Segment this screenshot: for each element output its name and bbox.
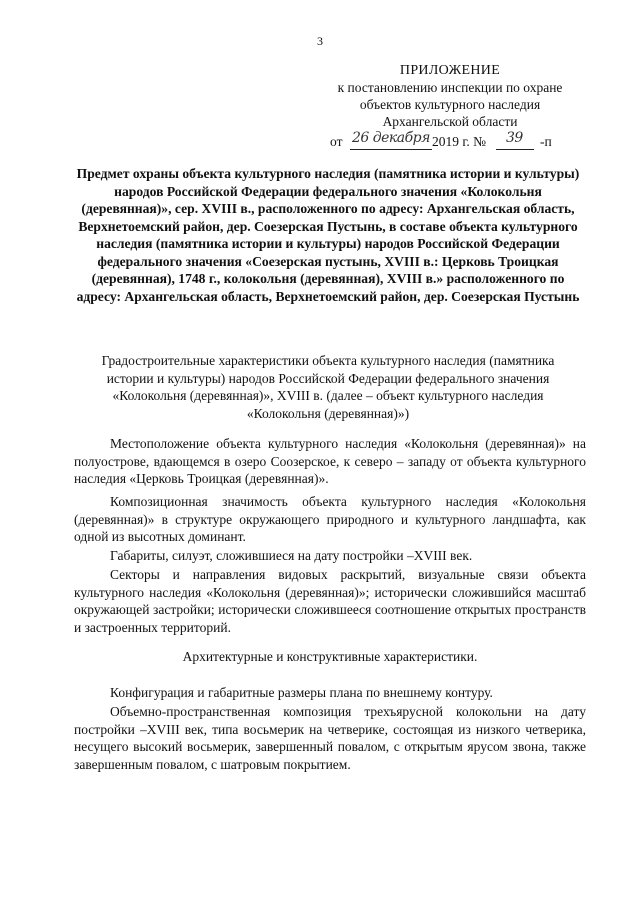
appendix-block xyxy=(300,62,600,153)
date-prefix: от xyxy=(330,134,343,149)
number-handwritten: 39 xyxy=(506,130,523,146)
appendix-heading: ПРИЛОЖЕНИЕ xyxy=(399,63,501,78)
section-2-heading: Архитектурные и конструктивные характеристики. xyxy=(182,649,478,664)
date-year: 2019 г. № xyxy=(432,134,487,149)
number-suffix: -п xyxy=(540,134,552,149)
section-1-heading: Градостроительные характеристики объекта культурного наследия (памятника истории и культуры) народов Российской Федерации федерального значения «Колокольня (деревянная)», XVIII в. (далее – объект культурного наследия «Колокольня (деревянная)») xyxy=(101,353,555,421)
page-number: 3 xyxy=(317,34,323,48)
document-title: Предмет охраны объекта культурного наследия (памятника истории и культуры) народов Российской Федерации федерального значения «Колокольня (деревянная)», сер. XVIII в., расположенного по адресу: Архангельская область, Верхнетоемский район, дер. Соезерская Пустынь, в составе объекта культурного наследия (памятника истории и культуры) народов Российской Федерации федерального значения «Соезерская пустынь, XVIII в.: Церковь Троицкая (деревянная), 1748 г., колокольня (деревянная), XVIII в.» расположенного по адресу: Архангельская область, Верхнетоемский район, дер. Соезерская Пустынь xyxy=(76,166,580,304)
section-2-paragraph-1: Конфигурация и габаритные размеры плана по внешнему контуру. xyxy=(110,685,493,700)
appendix-dateline xyxy=(300,131,600,153)
date-handwritten: 26 декабря xyxy=(352,130,430,146)
section-1-paragraph-1: Местоположение объекта культурного наследия «Колокольня (деревянная)» на полуострове, вдающемся в озеро Соозерское, к северо – западу от объекта культурного наследия «Церковь Троицкая (деревянная)». xyxy=(74,436,586,487)
appendix-line-2: объектов культурного наследия xyxy=(359,97,541,112)
section-1-paragraph-2: Композиционная значимость объекта культурного наследия «Колокольня (деревянная)» в структуре окружающего природного и культурного ландшафта, как одной из высотных доминант. xyxy=(74,494,586,545)
appendix-line-3: Архангельской области xyxy=(382,114,518,129)
section-1-paragraph-3: Габариты, силуэт, сложившиеся на дату постройки –XVIII век. xyxy=(110,548,473,563)
appendix-line-1: к постановлению инспекции по охране xyxy=(337,80,563,95)
section-2-paragraph-2: Объемно-пространственная композиция трехъярусной колокольни на дату постройки –XVIII век, типа восьмерик на четверике, состоящая из низкого четверика, несущего высокий восьмерик, завершенный повалом, с открытым ярусом звона, также завершенным повалом, с шатровым покрытием. xyxy=(74,704,586,772)
section-1-paragraph-4: Секторы и направления видовых раскрытий, визуальные связи объекта культурного наследия «Колокольня (деревянная)»; исторически сложившийся масштаб окружающей застройки; исторически сложившееся соотношение открытых пространств и застроенных территорий. xyxy=(74,567,586,635)
